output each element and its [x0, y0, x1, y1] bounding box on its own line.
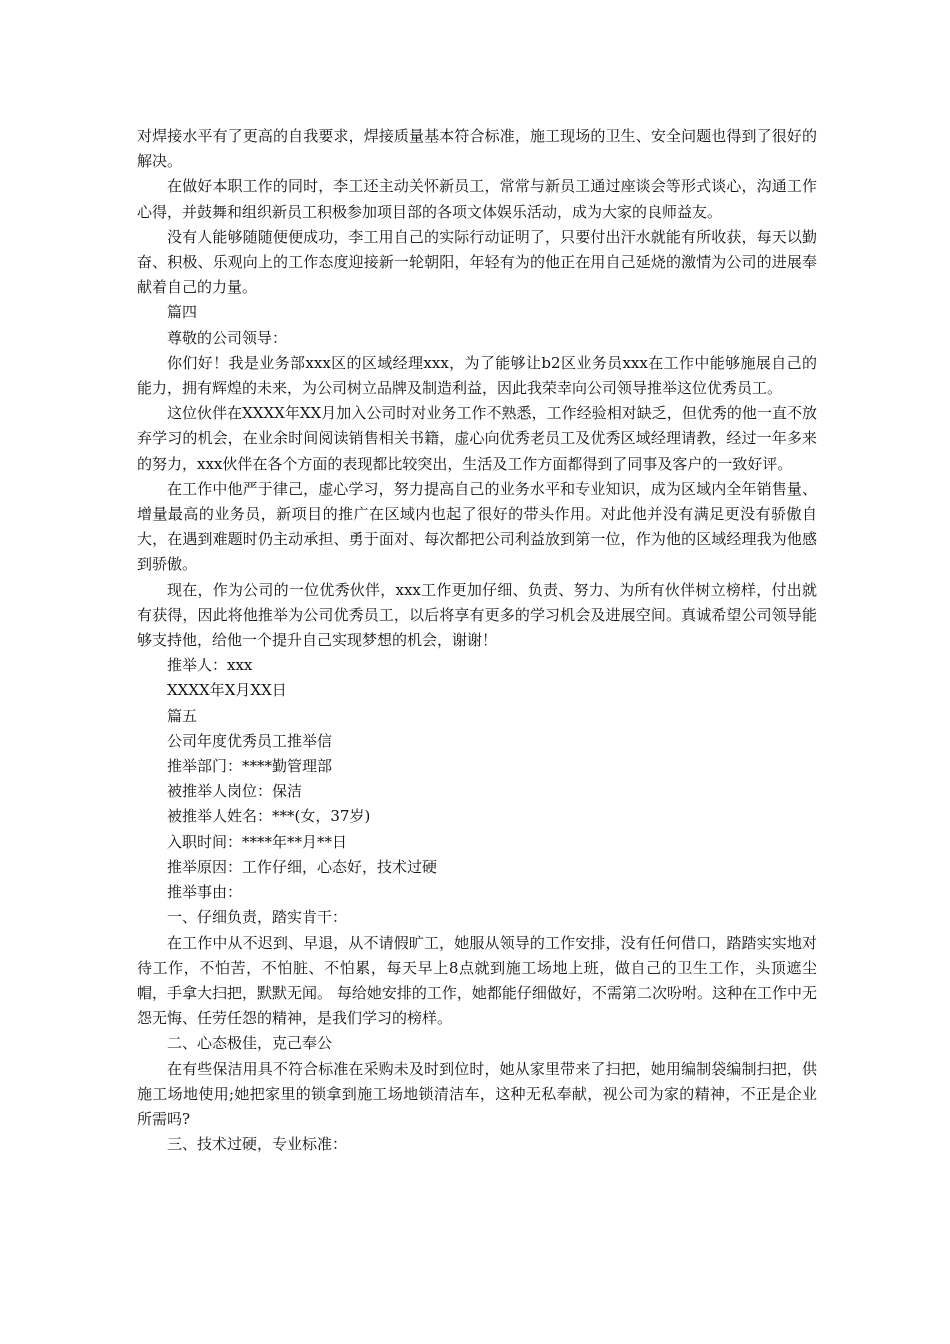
paragraph: 在工作中他严于律己，虚心学习，努力提高自己的业务水平和专业知识，成为区域内全年销售量、增量最高的业务员，新项目的推广在区域内也起了很好的带头作用。对此他并没有满足更没有骄傲自大，在遇到难题时仍主动承担、勇于面对、每次都把公司利益放到第一位，作为他的区域经理我为他感到骄傲。 — [137, 479, 817, 574]
paragraph: 在工作中从不迟到、早退，从不请假旷工，她服从领导的工作安排，没有任何借口，踏踏实实地对待工作，不怕苦，不怕脏、不怕累，每天早上8点就到施工场地上班，做自己的卫生工作，头顶遮尘帽，手拿大扫把，默默无闻。 每给她安排的工作，她都能仔细做好，不需第二次吩咐。这种在工作中无怨无悔、任劳任怨的精神，是我们学习的榜样。 — [137, 933, 817, 1028]
paragraph: 现在，作为公司的一位优秀伙伴，xxx工作更加仔细、负责、努力、为所有伙伴树立榜样，付出就有获得，因此将他推举为公司优秀员工，以后将享有更多的学习机会及进展空间。真诚希望公司领导能够支持他，给他一个提升自己实现梦想的机会，谢谢！ — [137, 580, 817, 650]
letter-title: 公司年度优秀员工推举信 — [167, 731, 333, 750]
section-heading: 篇五 — [167, 706, 198, 725]
document-body — [137, 124, 817, 1157]
paragraph: 没有人能够随随便便成功，李工用自己的实际行动证明了，只要付出汗水就能有所收获，每天以勤奋、积极、乐观向上的工作态度迎接新一轮朝阳，年轻有为的他正在用自己延烧的激情为公司的进展奉献着自己的力量。 — [137, 227, 817, 297]
info-line: 推举部门：****勤管理部 — [167, 757, 333, 776]
paragraph: 在有些保洁用具不符合标准在采购未及时到位时，她从家里带来了扫把，她用编制袋编制扫把，供施工场地使用;她把家里的锁拿到施工场地锁清洁车，这种无私奉献，视公司为家的精神，不正是企业所需吗? — [137, 1059, 817, 1128]
recommender-line: 推举人：xxx — [167, 656, 253, 675]
info-line: 推举事由： — [167, 883, 243, 902]
info-line: 被推举人岗位：保洁 — [167, 782, 303, 801]
subheading: 二、心态极佳，克己奉公 — [167, 1034, 333, 1053]
section-heading: 篇四 — [167, 303, 198, 322]
subheading: 一、仔细负责，踏实肯干： — [167, 908, 348, 927]
info-line: 被推举人姓名：***(女，37岁) — [167, 807, 371, 826]
subheading: 三、技术过硬，专业标准： — [167, 1135, 348, 1154]
date-line: XXXX年X月XX日 — [167, 681, 287, 700]
salutation: 尊敬的公司领导： — [167, 328, 288, 347]
paragraph: 这位伙伴在XXXX年XX月加入公司时对业务工作不熟悉，工作经验相对缺乏，但优秀的他一直不放弃学习的机会，在业余时间阅读销售相关书籍，虚心向优秀老员工及优秀区域经理请教，经过一年多来的努力，xxx伙伴在各个方面的表现都比较突出，生活及工作方面都得到了同事及客户的一致好评。 — [137, 404, 817, 473]
paragraph: 对焊接水平有了更高的自我要求，焊接质量基本符合标准，施工现场的卫生、安全问题也得到了很好的解决。 — [137, 127, 817, 171]
info-line: 入职时间：****年**月**日 — [167, 832, 348, 851]
paragraph: 你们好！我是业务部xxx区的区域经理xxx，为了能够让b2区业务员xxx在工作中能够施展自己的能力，拥有辉煌的未来，为公司树立品牌及制造利益，因此我荣幸向公司领导推举这位优秀员工。 — [137, 353, 817, 398]
info-line: 推举原因：工作仔细，心态好，技术过硬 — [167, 857, 438, 876]
paragraph: 在做好本职工作的同时，李工还主动关怀新员工，常常与新员工通过座谈会等形式谈心，沟通工作心得，并鼓舞和组织新员工积极参加项目部的各项文体娱乐活动，成为大家的良师益友。 — [137, 177, 817, 221]
